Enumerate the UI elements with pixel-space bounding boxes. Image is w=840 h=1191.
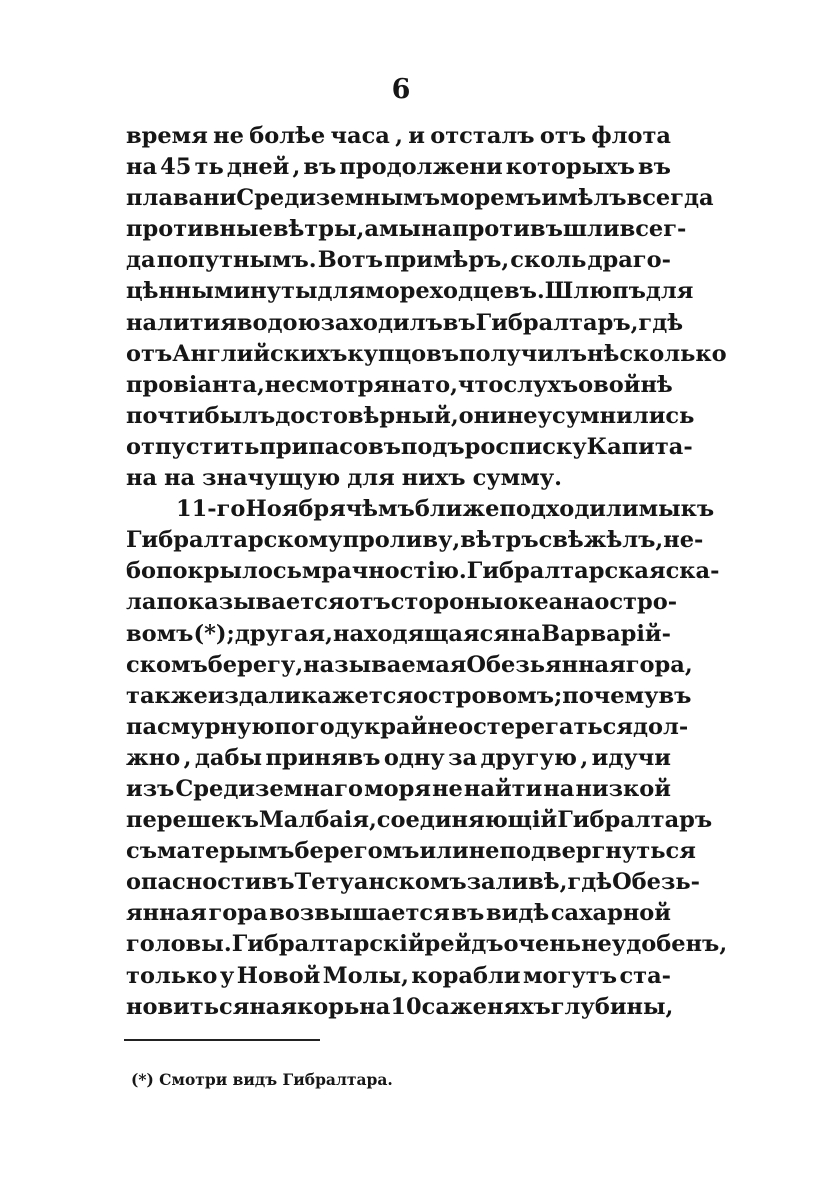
word: издали	[207, 682, 301, 709]
text-line	[126, 370, 671, 401]
word: показывается	[156, 589, 345, 616]
word: Обезь-	[612, 869, 700, 896]
word: отпустить	[126, 433, 260, 460]
word: подъ	[400, 433, 465, 460]
word: всегда	[626, 185, 714, 212]
word: на	[126, 154, 158, 181]
word: и	[408, 123, 425, 149]
word: отъ	[126, 340, 173, 367]
word: смотря	[295, 371, 391, 398]
word: Вотъ	[317, 247, 383, 274]
word: припасовъ	[259, 433, 401, 460]
word: гдѣ	[638, 309, 684, 336]
word: подвергнуться	[499, 838, 696, 865]
word: моремъ	[439, 185, 542, 212]
word: Малбаiя	[258, 807, 369, 834]
word: также	[126, 682, 208, 709]
word: въ	[638, 154, 671, 181]
word: ,	[580, 744, 589, 771]
word: 45	[160, 154, 192, 181]
word: не	[468, 838, 500, 865]
word: ть	[194, 154, 224, 181]
word: къ	[680, 496, 715, 523]
word: другая	[234, 620, 326, 647]
word: вѣтры,	[272, 216, 365, 243]
word: почти	[126, 402, 205, 429]
word: мы	[378, 216, 422, 243]
text-line	[126, 494, 715, 525]
word: противные	[126, 216, 273, 243]
text-line	[126, 743, 671, 774]
word: ,	[292, 154, 301, 181]
word: да	[126, 247, 156, 274]
word: отъ	[539, 123, 587, 149]
word: отъ	[344, 589, 391, 616]
word: росписку	[464, 433, 587, 460]
word: низкой	[575, 775, 671, 802]
word: на	[390, 371, 422, 398]
word: или	[419, 838, 469, 865]
word: Гибралтаръ	[475, 309, 631, 336]
word: новиться	[126, 993, 250, 1020]
word: Гибралтарская	[466, 558, 666, 585]
word: вомъ	[126, 620, 194, 647]
word: принявъ	[265, 744, 381, 771]
word: якорь	[280, 993, 360, 1020]
word: заходилъ	[320, 309, 443, 336]
word: купцовъ	[347, 340, 460, 367]
word: усумнились	[537, 402, 695, 429]
word: другую	[480, 744, 577, 771]
word: на	[359, 993, 391, 1020]
word: заливѣ,	[466, 869, 568, 896]
word: въ	[303, 154, 337, 181]
word: для	[317, 278, 366, 305]
word: плавани	[126, 185, 237, 212]
word: о	[578, 371, 594, 398]
word: 10	[390, 993, 422, 1020]
word: на	[510, 620, 542, 647]
word: минуты	[213, 278, 318, 305]
word: то,	[421, 371, 459, 398]
word: Гибралтарскiй	[231, 931, 425, 958]
word: не	[506, 402, 538, 429]
word: Молы,	[322, 962, 409, 989]
word: водою	[236, 309, 321, 336]
text-line	[126, 214, 687, 245]
word: имѣлъ	[541, 185, 627, 212]
word: глубины,	[550, 993, 674, 1020]
word: продолжени	[339, 154, 503, 181]
word: войнѣ	[593, 371, 673, 398]
word: что	[458, 371, 504, 398]
word: ла	[126, 589, 157, 616]
text-line	[126, 961, 671, 992]
word: изъ	[126, 775, 175, 802]
word: мы	[638, 496, 681, 523]
word: островомъ;	[413, 682, 563, 709]
text-line	[126, 245, 671, 276]
word: ,	[325, 620, 333, 647]
word: дол-	[633, 713, 689, 740]
word: видѣ	[486, 900, 550, 927]
word: берегомъ	[294, 838, 420, 865]
page-number: 6	[391, 74, 411, 105]
word: слухъ	[503, 371, 579, 398]
text-line	[126, 339, 727, 370]
text-line	[126, 681, 692, 712]
word: кажется	[301, 682, 414, 709]
word: моря	[364, 775, 432, 802]
word: сколь	[510, 247, 587, 274]
word: драго-	[587, 247, 671, 274]
word: получилъ	[459, 340, 588, 367]
text-line	[126, 432, 693, 463]
word: въ	[658, 682, 692, 709]
text-line	[126, 867, 700, 898]
word: скомъ	[126, 651, 208, 678]
word: Гибралтарскому	[126, 527, 343, 554]
word: въ	[442, 309, 476, 336]
word: которыхъ	[505, 154, 635, 181]
text-line	[126, 121, 671, 152]
text-line	[126, 836, 696, 867]
body-text	[126, 121, 728, 1023]
word: соединяющiй	[376, 807, 558, 834]
word: берегу	[207, 651, 296, 678]
word: перешекъ	[126, 807, 259, 834]
text-line	[126, 774, 671, 805]
word: вѣтръ	[460, 527, 539, 554]
text-line	[126, 308, 684, 339]
word: Средиземнымъ	[236, 185, 440, 212]
word: возвышается	[269, 900, 450, 927]
text-line	[126, 929, 728, 960]
text-line	[126, 463, 671, 494]
word: одну	[383, 744, 445, 771]
text-line	[126, 898, 671, 929]
footnote: (*) Смотри видъ Гибралтара.	[131, 1070, 393, 1089]
text-line	[126, 556, 720, 587]
word: стороны	[390, 589, 504, 616]
word: часа	[330, 123, 390, 149]
word: чѣмъ	[345, 496, 415, 523]
word: не	[432, 775, 463, 802]
word: провiанта,	[126, 371, 265, 398]
word: флота	[591, 123, 671, 149]
word: нихъ	[401, 465, 466, 492]
word: попутнымъ.	[156, 247, 317, 274]
word: называемая	[303, 651, 467, 678]
word: Варварiй-	[541, 620, 671, 647]
word: они	[458, 402, 507, 429]
text-line	[126, 712, 689, 743]
word: напротивъ	[421, 216, 563, 243]
word: только	[126, 962, 218, 989]
word: не	[213, 123, 244, 149]
word: въ	[451, 900, 485, 927]
text-line	[126, 276, 694, 307]
word: ,	[368, 807, 377, 834]
word: у	[219, 962, 235, 989]
word: остро-	[594, 589, 678, 616]
text-line	[126, 619, 671, 650]
word: подходили	[499, 496, 639, 523]
word: для	[347, 465, 395, 492]
word: Гибралтаръ	[557, 807, 713, 834]
word: сахарной	[550, 900, 671, 927]
word: проливу,	[342, 527, 461, 554]
word: саженяхъ	[421, 993, 551, 1020]
word: Обезьянная	[466, 651, 626, 678]
word: примѣръ,	[384, 247, 510, 274]
word: неудобенъ,	[581, 931, 728, 958]
word: дабы	[194, 744, 263, 771]
word: ,	[183, 744, 192, 771]
word: на	[164, 465, 196, 492]
word: головы.	[126, 931, 232, 958]
word: сумму.	[472, 465, 562, 492]
word: Средиземнаго	[175, 775, 364, 802]
word: достовѣрный,	[275, 402, 459, 429]
word: ,	[395, 123, 403, 149]
word: Английскихъ	[172, 340, 348, 367]
text-line	[126, 587, 678, 618]
word: ска-	[665, 558, 720, 585]
word: шли	[562, 216, 620, 243]
word: отсталъ	[430, 123, 535, 149]
word: мрачностiю.	[301, 558, 467, 585]
word: покрылось	[156, 558, 302, 585]
word: (*);	[193, 620, 235, 647]
word: мореходцевъ.	[365, 278, 545, 305]
text-line	[126, 805, 713, 836]
word: гора	[208, 900, 268, 927]
word: на	[249, 993, 281, 1020]
word: на	[543, 775, 575, 802]
word: гдѣ	[567, 869, 613, 896]
word: могутъ	[523, 962, 617, 989]
text-line	[126, 152, 671, 183]
word: ,	[295, 651, 304, 678]
word: остерегаться	[458, 713, 634, 740]
word: за	[448, 744, 478, 771]
word: рейдъ	[424, 931, 504, 958]
word: а	[364, 216, 379, 243]
text-line	[126, 401, 695, 432]
word: найти	[463, 775, 543, 802]
text-line	[126, 650, 693, 681]
word: былъ	[204, 402, 276, 429]
word: Шлюпъ	[544, 278, 646, 305]
word: очень	[503, 931, 582, 958]
word: Капита-	[586, 433, 693, 460]
text-line	[126, 183, 714, 214]
word: не	[264, 371, 296, 398]
word: нѣсколько	[587, 340, 727, 367]
word: жно	[126, 744, 181, 771]
word: значущую	[202, 465, 341, 492]
word: съ	[126, 838, 157, 865]
word: 11-го	[176, 496, 246, 523]
text-line	[126, 992, 674, 1023]
word: дней	[226, 154, 290, 181]
word: бо	[126, 558, 157, 585]
word: крайне	[364, 713, 459, 740]
word: Новой	[236, 962, 321, 989]
word: Ноября	[245, 496, 346, 523]
word: Тетуанскомъ	[294, 869, 467, 896]
word: ,	[630, 309, 639, 336]
word: всег-	[619, 216, 687, 243]
word: въ	[261, 869, 295, 896]
word: на	[126, 465, 158, 492]
word: пасмурную	[126, 713, 275, 740]
word: цѣнны	[126, 278, 214, 305]
word: почему	[562, 682, 659, 709]
word: гора,	[625, 651, 693, 678]
word: ста-	[619, 962, 671, 989]
text-line	[126, 525, 704, 556]
word: налития	[126, 309, 237, 336]
word: болѣе	[249, 123, 326, 149]
word: ближе	[414, 496, 500, 523]
word: океана	[503, 589, 595, 616]
word: матерымъ	[156, 838, 295, 865]
word: находящаяся	[332, 620, 510, 647]
word: погоду	[274, 713, 365, 740]
word: идучи	[591, 744, 671, 771]
word: время	[126, 123, 208, 149]
word: для	[645, 278, 694, 305]
word: не-	[663, 527, 704, 554]
word: свѣжѣлъ,	[538, 527, 664, 554]
word: корабли	[411, 962, 521, 989]
word: опасности	[126, 869, 262, 896]
word: янная	[126, 900, 207, 927]
footnote-rule	[124, 1039, 320, 1041]
